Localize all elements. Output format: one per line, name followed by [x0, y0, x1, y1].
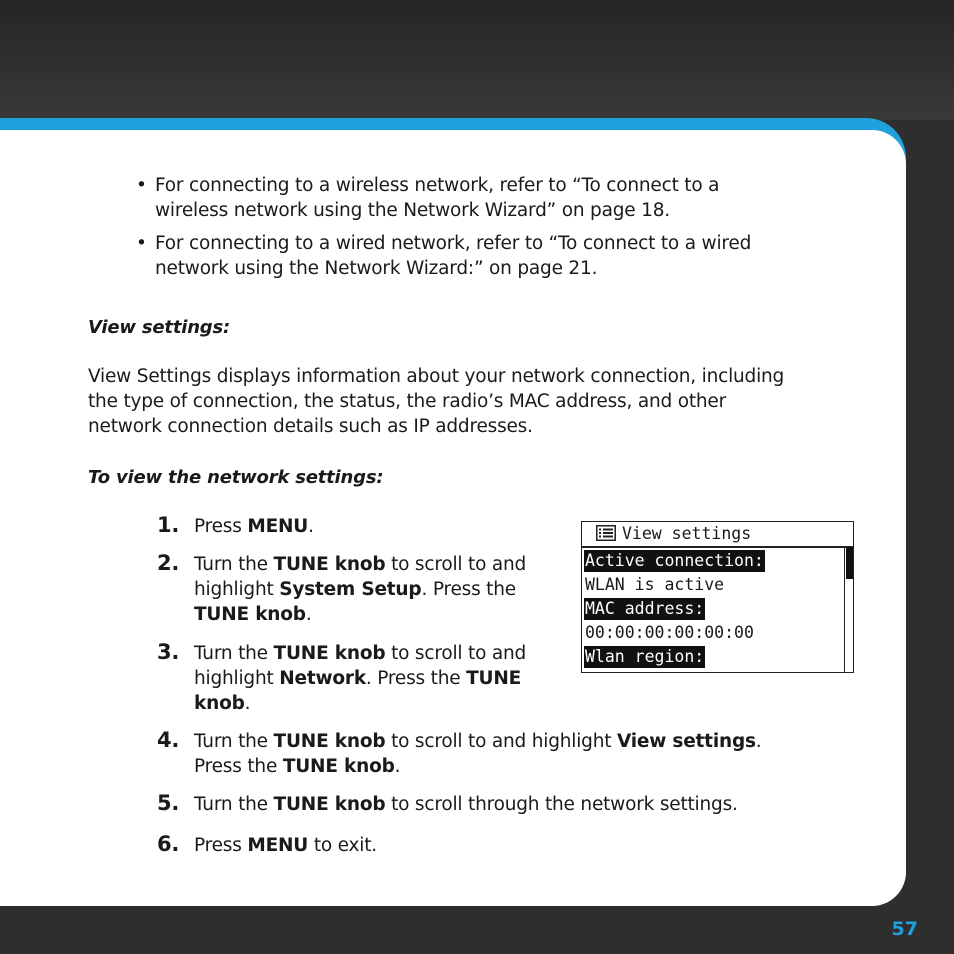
step-text-part: Press the	[194, 756, 283, 777]
bullet-item	[136, 173, 836, 223]
step-text-part: highlight	[194, 579, 280, 600]
procedure-heading: To view the network settings:	[88, 467, 384, 488]
step-bold-text: System Setup	[279, 579, 422, 600]
step-bold-text: TUNE knob	[273, 794, 386, 815]
screen-title-bar	[596, 523, 751, 545]
paragraph-line: the type of connection, the status, the radio’s MAC address, and other	[88, 391, 726, 412]
bullet-text-line: wireless network using the Network Wizard” on page 18.	[155, 200, 670, 221]
bullet-item	[136, 231, 836, 281]
step-text-part: . Press the	[365, 668, 467, 689]
step-bold-text: View settings	[616, 731, 756, 752]
screen-line-highlighted: Active connection:	[585, 551, 764, 570]
step-bold-text: MENU	[247, 516, 309, 537]
screen-line: 00:00:00:00:00:00	[585, 623, 754, 642]
step-text-part: . Press the	[421, 579, 516, 600]
radio-display-screen	[581, 521, 854, 673]
section-heading: View settings:	[88, 317, 230, 338]
step-number: 4.	[157, 728, 180, 752]
step-text	[194, 552, 526, 627]
step-text-part: to scroll to and highlight	[385, 731, 617, 752]
step-text-part: .	[394, 756, 401, 777]
step-text-part: Press	[194, 516, 248, 537]
screen-line: WLAN is active	[585, 575, 725, 594]
step-number: 1.	[157, 513, 180, 537]
bullet-text-line: For connecting to a wired network, refer to “To connect to a wired	[155, 233, 752, 254]
step-text-part: Press	[194, 835, 248, 856]
step-number: 3.	[157, 640, 180, 664]
step-text	[194, 729, 761, 779]
step-text-part: .	[305, 604, 312, 625]
section-paragraph	[88, 364, 858, 439]
step-text-part: Turn the	[194, 794, 274, 815]
step-bold-text: TUNE knob	[273, 731, 386, 752]
step-text-part: Turn the	[194, 554, 274, 575]
paragraph-line: network connection details such as IP addresses.	[88, 416, 533, 437]
step-bold-text: TUNE knob	[273, 643, 386, 664]
bullet-text-line: network using the Network Wizard:” on page 21.	[155, 258, 598, 279]
step-text	[194, 514, 314, 539]
step-number: 6.	[157, 832, 180, 856]
step-text-part: highlight	[194, 668, 280, 689]
step-text	[194, 833, 377, 858]
step-text-part: .	[244, 693, 251, 714]
header-bar	[0, 0, 954, 120]
step-text-part: to scroll through the network settings.	[385, 794, 738, 815]
step-text	[194, 641, 526, 716]
bullet-text-line: For connecting to a wireless network, refer to “To connect to a	[155, 175, 720, 196]
screen-scroll-thumb	[846, 547, 853, 579]
step-text-part: .	[755, 731, 762, 752]
step-bold-text: TUNE	[466, 668, 522, 689]
step-text-part: Turn the	[194, 731, 274, 752]
step-text-part: to exit.	[308, 835, 377, 856]
step-text-part: Turn the	[194, 643, 274, 664]
step-number: 2.	[157, 551, 180, 575]
step-bold-text: TUNE knob	[282, 756, 395, 777]
bullet-dot: •	[136, 233, 147, 254]
step-bold-text: knob	[194, 693, 245, 714]
step-text-part: to scroll to and	[385, 643, 527, 664]
step-bold-text: TUNE knob	[194, 604, 306, 625]
step-bold-text: TUNE knob	[273, 554, 386, 575]
paragraph-line: View Settings displays information about your network connection, including	[88, 366, 785, 387]
screen-line-highlighted: Wlan region:	[585, 647, 705, 666]
screen-line-highlighted: MAC address:	[585, 599, 705, 618]
step-bold-text: Network	[279, 668, 366, 689]
step-text-part: to scroll to and	[385, 554, 527, 575]
step-bold-text: MENU	[247, 835, 309, 856]
screen-divider	[582, 546, 853, 548]
screen-title: View settings	[622, 524, 752, 543]
step-text-part: .	[308, 516, 314, 537]
page-number: 57	[891, 918, 918, 940]
list-icon	[596, 525, 616, 547]
step-text	[194, 792, 738, 817]
bullet-dot: •	[136, 175, 147, 196]
step-number: 5.	[157, 791, 180, 815]
